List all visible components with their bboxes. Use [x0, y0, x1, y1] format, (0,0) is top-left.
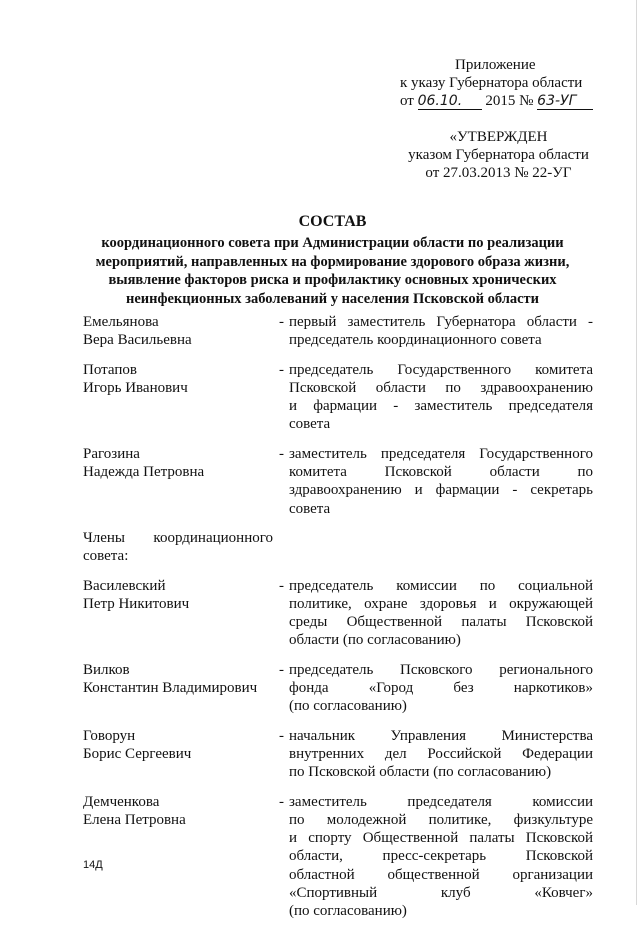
member-given-name: Борис Сергеевич: [83, 745, 192, 762]
member-role-line: среды Общественной палаты Псковской: [289, 614, 593, 631]
members-group-label: Члены координационного совета:: [83, 529, 273, 565]
member-role-line: областной общественной организации: [289, 866, 593, 883]
member-role-line: начальник Управления Министерства: [289, 727, 593, 744]
member-role-line: заместитель председателя Государственного: [289, 445, 593, 462]
member-role-line: (по согласованию): [289, 698, 407, 715]
member-role: [289, 661, 593, 716]
handwritten-date: 06.10.: [418, 94, 482, 110]
footer-code: 14Д: [83, 859, 103, 871]
member-role-line: области, пресс-секретарь Псковской: [289, 848, 593, 865]
member-role: [289, 361, 593, 434]
member-role-line: Псковской области по здравоохранению: [289, 379, 593, 396]
dash-separator: -: [279, 445, 284, 462]
scan-edge-line: [636, 0, 637, 905]
member-role-line: по молодежной политике, физкультуре: [289, 811, 593, 828]
member-surname: Василевский: [83, 577, 166, 594]
member-row: [83, 445, 593, 518]
member-role-line: внутренних дел Российской Федерации: [289, 745, 593, 762]
member-role: [289, 793, 593, 921]
dash-separator: -: [279, 661, 284, 678]
member-role-line: совета: [289, 500, 331, 517]
member-role-line: и спорту Общественной палаты Псковской: [289, 830, 593, 847]
member-role: [289, 727, 593, 782]
member-role-line: председатель координационного совета: [289, 332, 542, 349]
document-title: СОСТАВ координационного совета при Администрации области по реализации мероприятий, направленных на формирование здорового образа жизни, выявление факторов риска и профилактику основных хронических неинфекционных заболеваний у населения Псковской области: [60, 212, 605, 308]
member-role-line: фонда «Город без наркотиков»: [289, 680, 593, 697]
member-role: [289, 445, 593, 518]
member-name: [83, 727, 279, 782]
member-role-line: заместитель председателя комиссии: [289, 793, 593, 810]
dash-separator: -: [279, 577, 284, 594]
annex-decree-ref: к указу Губернатора области: [400, 75, 583, 91]
member-surname: Говорун: [83, 727, 136, 744]
members-list: [83, 313, 593, 932]
member-given-name: Константин Владимирович: [83, 680, 258, 697]
member-row: [83, 313, 593, 350]
annex-header: [400, 56, 600, 110]
member-name: [83, 445, 279, 518]
member-role-line: председатель Псковского регионального: [289, 661, 593, 678]
member-name: [83, 793, 279, 921]
dash-separator: -: [279, 727, 284, 744]
member-name: [83, 361, 279, 434]
member-surname: Демченкова: [83, 793, 160, 810]
member-role-line: первый заместитель Губернатора области -: [289, 314, 593, 330]
member-row: [83, 727, 593, 782]
member-row: [83, 661, 593, 716]
member-role-line: политике, охране здоровья и окружающей: [289, 595, 593, 612]
member-role: [289, 577, 593, 650]
member-role-line: (по согласованию): [289, 903, 407, 920]
member-name: [83, 313, 279, 350]
member-surname: Емельянова: [83, 314, 159, 330]
approved-block: «УТВЕРЖДЕН указом Губернатора области от 27.03.2013 № 22-УГ: [408, 129, 589, 181]
dash-separator: -: [279, 314, 284, 330]
member-role-line: области (по согласованию): [289, 632, 461, 649]
member-name: [83, 577, 279, 650]
handwritten-number: 63-УГ: [537, 94, 593, 110]
member-surname: Рагозина: [83, 445, 140, 462]
member-row: [83, 793, 593, 921]
member-role-line: по Псковской области (по согласованию): [289, 764, 552, 781]
annex-title: Приложение: [455, 57, 536, 73]
annex-date-line: от 06.10. 2015 № 63-УГ: [400, 92, 600, 110]
member-role-line: председатель Государственного комитета: [289, 361, 593, 378]
member-given-name: Петр Никитович: [83, 595, 190, 612]
member-row: [83, 361, 593, 434]
dash-separator: -: [279, 793, 284, 810]
member-given-name: Игорь Иванович: [83, 379, 188, 396]
member-given-name: Надежда Петровна: [83, 464, 205, 481]
member-given-name: Вера Васильевна: [83, 332, 192, 349]
member-row: [83, 577, 593, 650]
member-role-line: и фармации - заместитель председателя: [289, 398, 593, 415]
member-name: [83, 661, 279, 716]
member-surname: Потапов: [83, 361, 137, 378]
member-given-name: Елена Петровна: [83, 811, 186, 828]
member-role: [289, 313, 593, 350]
member-surname: Вилков: [83, 661, 130, 678]
title-heading: СОСТАВ: [298, 213, 367, 230]
member-role-line: «Спортивный клуб «Ковчег»: [289, 885, 593, 902]
member-role-line: здравоохранению и фармации - секретарь: [289, 482, 593, 499]
member-role-line: совета: [289, 416, 331, 433]
dash-separator: -: [279, 361, 284, 378]
member-role-line: комитета Псковской области по: [289, 464, 593, 481]
member-role-line: председатель комиссии по социальной: [289, 577, 593, 594]
